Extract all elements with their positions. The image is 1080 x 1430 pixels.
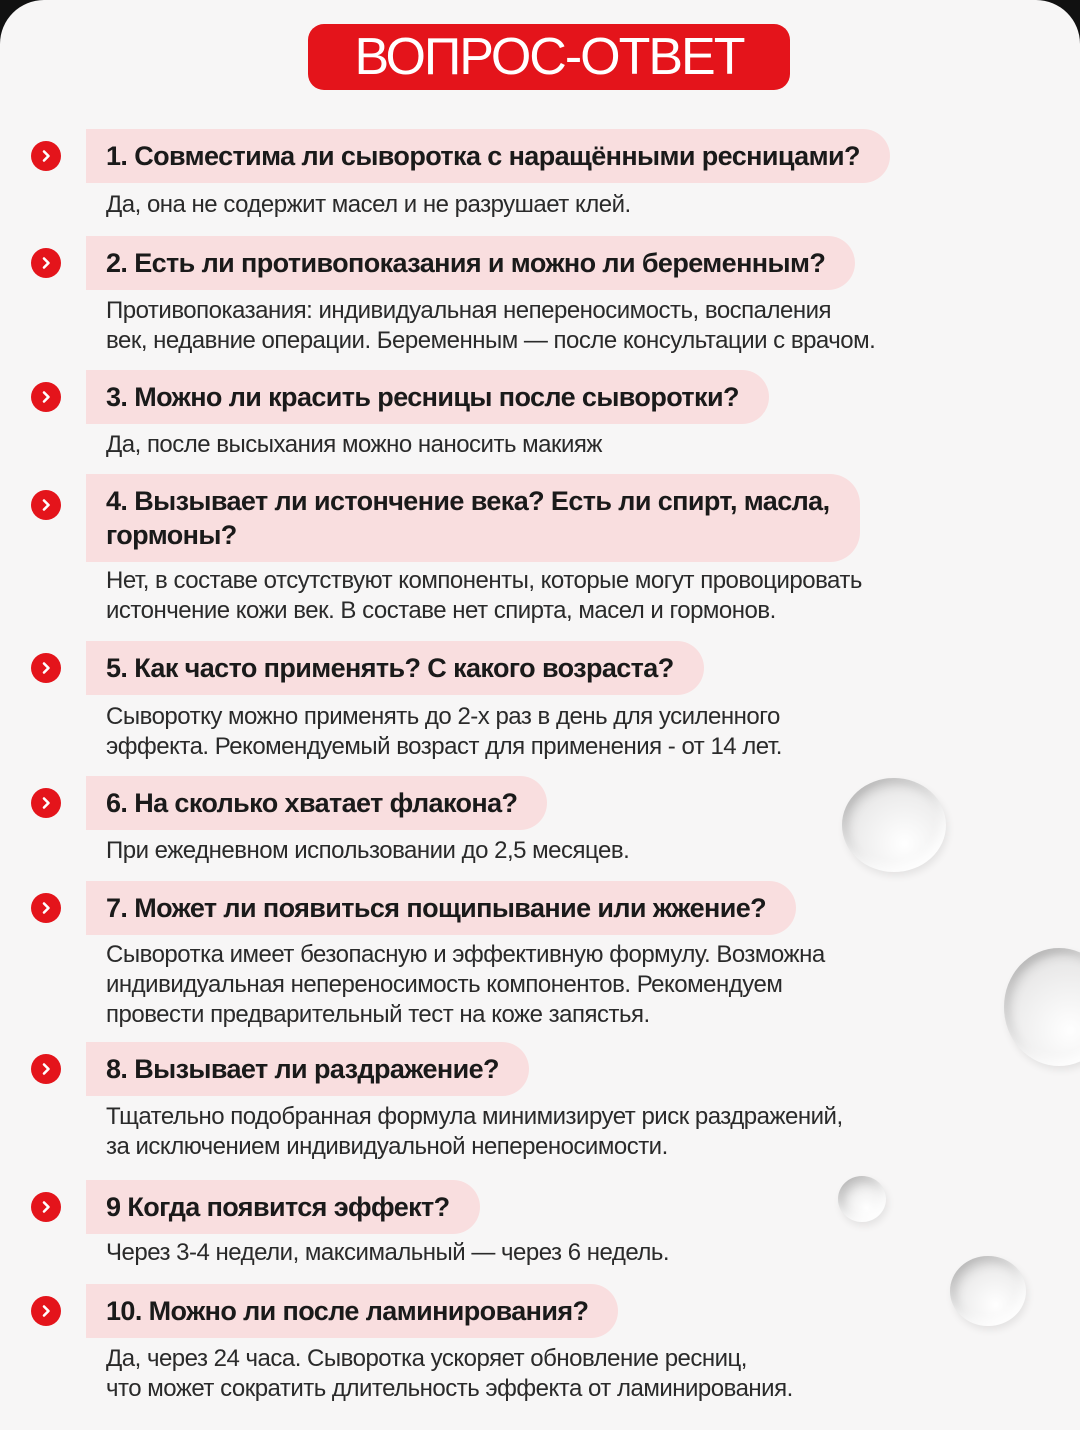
question-text: 5. Как часто применять? С какого возраста? <box>106 653 674 683</box>
answer-line: индивидуальная непереносимость компонентов. Рекомендуем <box>106 971 783 998</box>
chevron-right-circle-icon <box>31 1054 61 1084</box>
chevron-right-circle-icon <box>31 788 61 818</box>
question-text: гормоны? <box>106 520 237 550</box>
chevron-right-circle-icon <box>31 382 61 412</box>
question-pill <box>86 1284 618 1338</box>
answer-line: Сыворотку можно применять до 2-х раз в день для усиленного <box>106 703 780 730</box>
water-drop-decoration <box>838 1176 886 1222</box>
question-text: 3. Можно ли красить ресницы после сыворотки? <box>106 382 739 412</box>
chevron-right-circle-icon <box>31 1192 61 1222</box>
question-pill <box>86 129 890 183</box>
answer-line: Нет, в составе отсутствуют компоненты, которые могут провоцировать <box>106 567 862 594</box>
question-pill <box>86 370 769 424</box>
answer-text <box>106 1238 1066 1268</box>
answer-text <box>106 940 1066 1030</box>
answer-line: Тщательно подобранная формула минимизирует риск раздражений, <box>106 1103 843 1130</box>
answer-line: провести предварительный тест на коже запястья. <box>106 1001 650 1028</box>
answer-text <box>106 190 1066 220</box>
answer-line: Да, после высыхания можно наносить макияж <box>106 431 602 458</box>
question-text: 9 Когда появится эффект? <box>106 1192 450 1222</box>
question-pill <box>86 1180 480 1234</box>
answer-text <box>106 430 1066 460</box>
answer-line: за исключением индивидуальной непереносимости. <box>106 1133 668 1160</box>
answer-text <box>106 296 1066 356</box>
answer-text <box>106 566 1066 626</box>
chevron-right-circle-icon <box>31 1296 61 1326</box>
answer-line: Через 3-4 недели, максимальный — через 6 недель. <box>106 1239 670 1266</box>
question-text: 6. На сколько хватает флакона? <box>106 788 518 818</box>
answer-text <box>106 1102 1066 1162</box>
question-pill <box>86 1042 529 1096</box>
question-text: 10. Можно ли после ламинирования? <box>106 1296 589 1326</box>
title-badge <box>308 24 790 90</box>
chevron-right-circle-icon <box>31 653 61 683</box>
answer-line: Да, она не содержит масел и не разрушает клей. <box>106 191 631 218</box>
question-text: 7. Может ли появиться пощипывание или жжение? <box>106 893 766 923</box>
answer-line: Противопоказания: индивидуальная непереносимость, воспаления <box>106 297 832 324</box>
answer-line: эффекта. Рекомендуемый возраст для применения - от 14 лет. <box>106 733 782 760</box>
question-pill <box>86 776 547 830</box>
question-text: 1. Совместима ли сыворотка с наращёнными ресницами? <box>106 141 860 171</box>
chevron-right-circle-icon <box>31 893 61 923</box>
question-pill <box>86 236 855 290</box>
chevron-right-circle-icon <box>31 490 61 520</box>
answer-text <box>106 836 1066 866</box>
answer-line: При ежедневном использовании до 2,5 месяцев. <box>106 837 630 864</box>
chevron-right-circle-icon <box>31 141 61 171</box>
answer-line: что может сократить длительность эффекта от ламинирования. <box>106 1375 793 1402</box>
question-text: 4. Вызывает ли истончение века? Есть ли спирт, масла, <box>106 486 830 516</box>
question-text: 2. Есть ли противопоказания и можно ли беременным? <box>106 248 826 278</box>
answer-text <box>106 702 1066 762</box>
answer-line: Сыворотка имеет безопасную и эффективную формулу. Возможна <box>106 941 825 968</box>
question-pill <box>86 641 704 695</box>
question-pill <box>86 474 860 562</box>
answer-line: век, недавние операции. Беременным — после консультации с врачом. <box>106 327 876 354</box>
answer-text <box>106 1344 1066 1404</box>
answer-line: Да, через 24 часа. Сыворотка ускоряет обновление ресниц, <box>106 1345 747 1372</box>
answer-line: истончение кожи век. В составе нет спирта, масел и гормонов. <box>106 597 776 624</box>
page-title: ВОПРОС-ОТВЕТ <box>354 28 744 86</box>
question-text: 8. Вызывает ли раздражение? <box>106 1054 499 1084</box>
question-pill <box>86 881 796 935</box>
chevron-right-circle-icon <box>31 248 61 278</box>
